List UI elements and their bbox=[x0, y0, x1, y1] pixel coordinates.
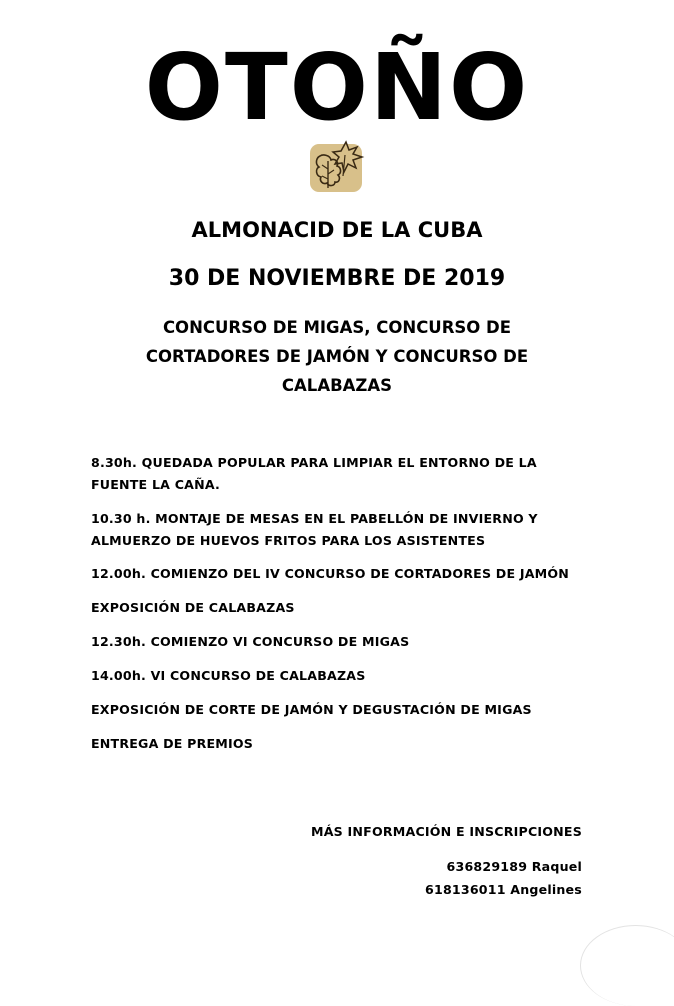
schedule-item: 8.30h. QUEDADA POPULAR PARA LIMPIAR EL ENTORNO DE LA FUENTE LA CAÑA. bbox=[91, 455, 537, 492]
date-heading: 30 DE NOVIEMBRE DE 2019 bbox=[168, 266, 506, 291]
schedule-item: ENTREGA DE PREMIOS bbox=[91, 735, 254, 751]
contests-line: CORTADORES DE JAMÓN Y CONCURSO DE bbox=[145, 347, 529, 366]
schedule-item: EXPOSICIÓN DE CALABAZAS bbox=[91, 599, 295, 615]
contests-heading bbox=[110, 313, 564, 400]
info-heading: MÁS INFORMACIÓN E INSCRIPCIONES bbox=[311, 824, 582, 839]
schedule-list bbox=[91, 452, 571, 767]
contact-angelines: 618136011 Angelines bbox=[425, 882, 582, 897]
contact-raquel: 636829189 Raquel bbox=[446, 859, 582, 874]
schedule-item: 10.30 h. MONTAJE DE MESAS EN EL PABELLÓN DE INVIERNO Y ALMUERZO DE HUEVOS FRITOS PARA LOS ASISTENTES bbox=[91, 510, 538, 548]
contests-line: CONCURSO DE MIGAS, CONCURSO DE bbox=[162, 318, 512, 337]
schedule-item: 14.00h. VI CONCURSO DE CALABAZAS bbox=[91, 667, 366, 683]
contests-line: CALABAZAS bbox=[281, 376, 393, 395]
autumn-leaves-icon bbox=[306, 136, 368, 198]
place-heading: ALMONACID DE LA CUBA bbox=[191, 218, 483, 242]
schedule-item: 12.00h. COMIENZO DEL IV CONCURSO DE CORTADORES DE JAMÓN bbox=[91, 566, 570, 582]
page-corner-curl bbox=[580, 925, 674, 1006]
schedule-item: 12.30h. COMIENZO VI CONCURSO DE MIGAS bbox=[91, 633, 410, 649]
schedule-item: EXPOSICIÓN DE CORTE DE JAMÓN Y DEGUSTACIÓN DE MIGAS bbox=[91, 701, 532, 717]
poster-title: OTOÑO bbox=[144, 34, 530, 141]
